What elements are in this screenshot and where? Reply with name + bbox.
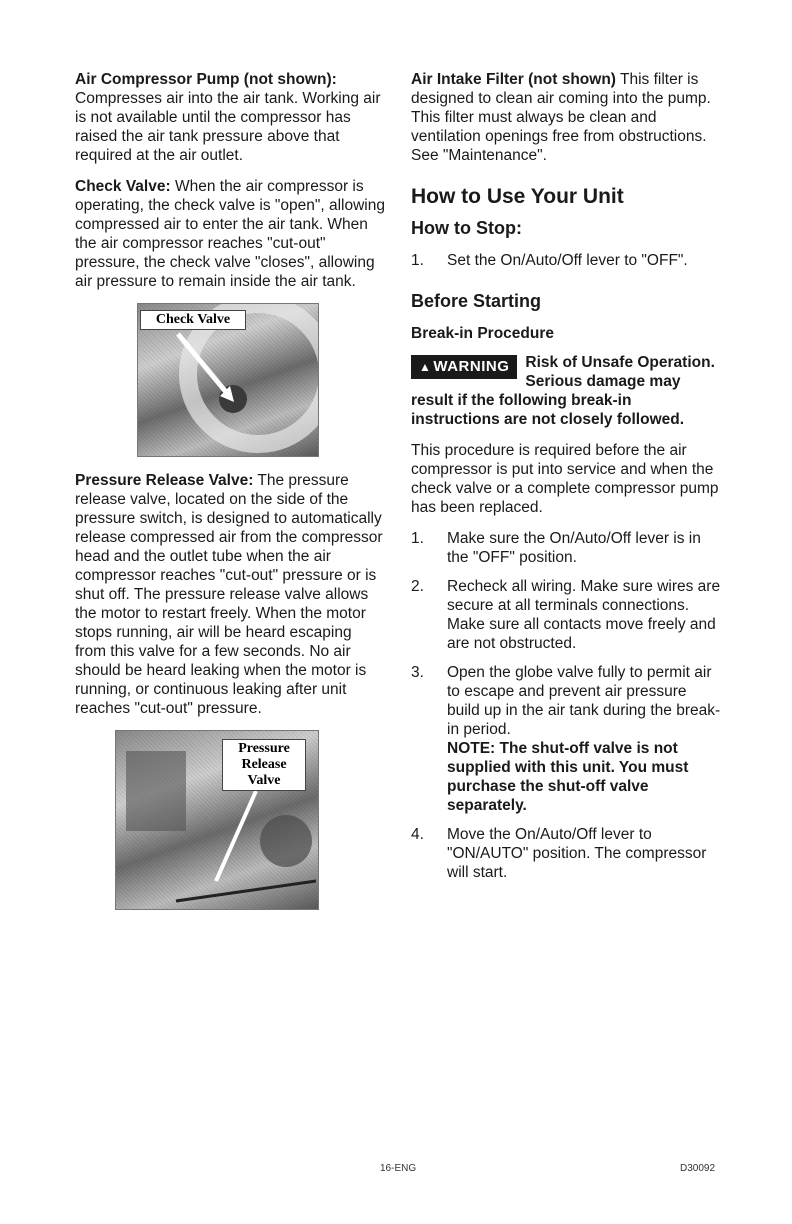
break-in-intro: This procedure is required before the air compressor is put into service and when the check valve or a complete compressor pump has been replaced. [411,442,719,516]
before-starting-heading: Before Starting [411,291,542,311]
pressure-release-section [75,471,385,718]
warning-triangle-icon: ▲ [419,360,432,374]
step-item [411,663,721,815]
air-filter-body: This filter is designed to clean air coming into the pump. This filter must always be clean and ventilation openings free from obstructions. See "Maintenance". [411,71,711,164]
step-item [411,577,721,653]
warning-text: Risk of Unsafe Operation. Serious damage may result if the following break-in instructions are not closely followed. [411,354,715,428]
step-number: 4. [411,826,424,843]
step-item [411,529,721,567]
check-valve-title: Check Valve: [75,178,171,195]
air-filter-section [411,70,721,165]
step-note: NOTE: The shut-off valve is not supplied with this unit. You must purchase the shut-off valve separately. [447,740,689,814]
step-number: 2. [411,578,424,595]
how-to-stop-heading: How to Stop: [411,218,522,238]
pump-body: Compresses air into the air tank. Working air is not available until the compressor has raised the air tank pressure above that required at the air outlet. [75,90,381,164]
pump-title: Air Compressor Pump (not shown): [75,71,337,88]
break-in-heading: Break-in Procedure [411,325,554,342]
stop-steps-list [411,251,721,270]
left-column [75,70,385,910]
step-text-wrap [447,663,721,815]
step-number: 1. [411,252,424,269]
right-column [411,70,721,892]
pressure-release-body: The pressure release valve, located on the side of the pressure switch, is designed to automatically release compressed air from the compressor head and the outlet tube when the air compressor reaches "cut-out" pressure or is shut off. The pressure release valve allows the motor to restart freely. When the motor stops running, air will be heard escaping from this valve for a few seconds. No air should be heard leaking when the motor is running, or continuous leaking after unit reaches "cut-out" pressure. [75,472,383,717]
step-item [411,251,721,270]
warning-block [411,353,721,429]
how-to-use-heading: How to Use Your Unit [411,185,624,208]
check-valve-section [75,177,385,291]
step-text-wrap [447,577,721,653]
break-in-steps-list [411,529,721,882]
step-number: 3. [411,664,424,681]
step-number: 1. [411,530,424,547]
pump-section [75,70,385,165]
step-item [411,825,721,882]
check-valve-photo-label: Check Valve [140,310,246,330]
page-number: 16-ENG [380,1163,417,1174]
check-valve-photo [137,303,319,457]
warning-badge-label: WARNING [433,358,510,375]
pressure-release-photo [115,730,319,910]
step-text-wrap [447,251,721,270]
check-valve-body: When the air compressor is operating, the check valve is "open", allowing compressed air to enter the air tank. When the air compressor reaches "cut-out" pressure, the check valve "closes", allowing air pressure to remain inside the air tank. [75,178,385,290]
warning-badge [411,355,517,379]
air-filter-title: Air Intake Filter (not shown) [411,71,616,88]
step-text: Move the On/Auto/Off lever to "ON/AUTO" position. The compressor will start. [447,826,707,881]
document-code: D30092 [680,1163,716,1174]
pressure-release-title: Pressure Release Valve: [75,472,254,489]
step-text: Recheck all wiring. Make sure wires are secure at all terminals connections. Make sure all contacts move freely and are not obstructed. [447,578,721,652]
pressure-release-photo-label: Pressure Release Valve [222,739,306,791]
step-text: Set the On/Auto/Off lever to "OFF". [447,252,688,269]
step-text: Make sure the On/Auto/Off lever is in the "OFF" position. [447,530,701,566]
step-text-wrap [447,825,721,882]
step-text-wrap [447,529,721,567]
step-text: Open the globe valve fully to permit air to escape and prevent air pressure build up in the air tank during the break-in period. [447,664,721,738]
